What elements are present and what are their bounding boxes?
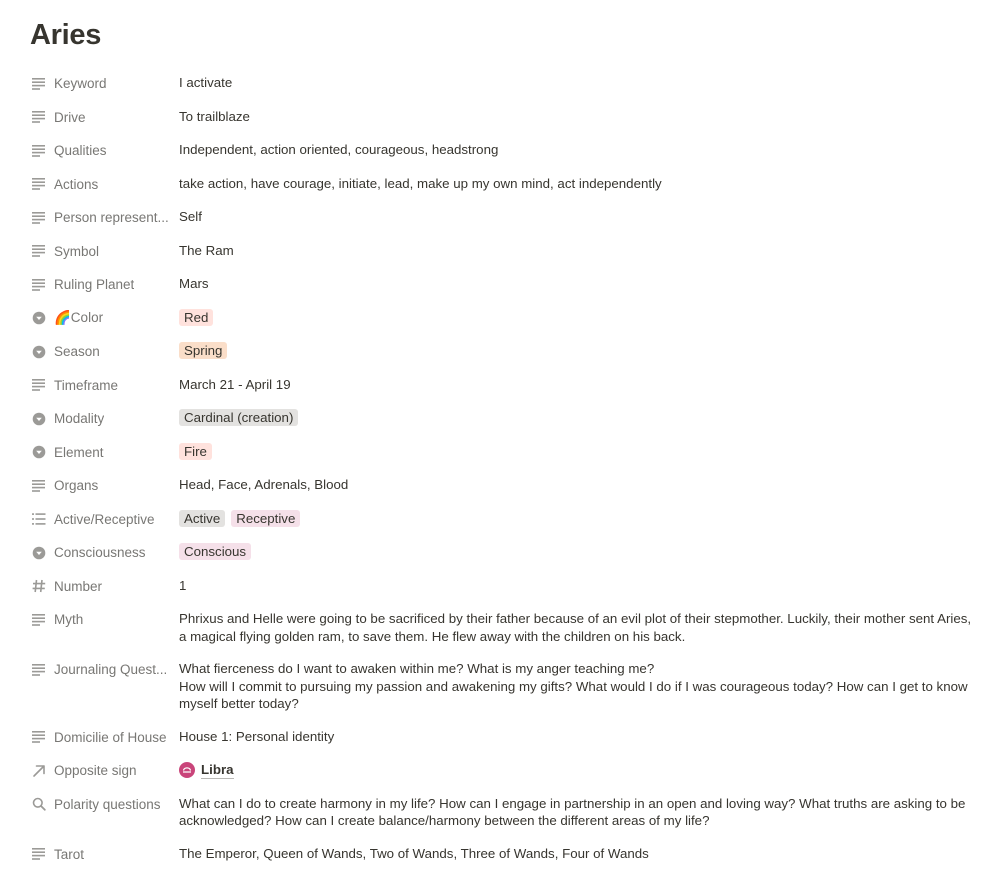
property-value[interactable] (179, 838, 1005, 871)
property-key[interactable] (30, 436, 179, 470)
property-row-journaling-quest (30, 653, 1005, 721)
property-key[interactable] (30, 754, 179, 788)
property-value[interactable] (179, 754, 1005, 787)
property-label: Ruling Planet (54, 277, 135, 293)
property-row-consciousness (30, 536, 1005, 570)
property-label: Keyword (54, 76, 107, 92)
text-icon (31, 846, 47, 862)
property-key[interactable] (30, 721, 179, 755)
arrow-up-right-icon (31, 763, 47, 779)
property-row-qualities (30, 134, 1005, 168)
property-value[interactable] (179, 503, 1005, 536)
property-row-season (30, 335, 1005, 369)
property-row-drive (30, 101, 1005, 135)
select-icon (31, 310, 47, 326)
number-icon (31, 578, 47, 594)
property-value-text: Head, Face, Adrenals, Blood (179, 477, 349, 492)
property-row-tarot (30, 838, 1005, 872)
property-value-text: take action, have courage, initiate, lead, make up my own mind, act independently (179, 175, 662, 191)
property-key[interactable] (30, 335, 179, 369)
text-icon (31, 243, 47, 259)
select-icon (31, 444, 47, 460)
property-value[interactable] (179, 788, 1005, 838)
property-label: Journaling Quest... (54, 662, 168, 678)
property-value-line: Phrixus and Helle were going to be sacrificed by their father because of an evil plot of their stepmother. Luckily, their mother sent Aries, a magical flying golden ram, to save them. He flew away with the children on his back. (179, 611, 972, 644)
multi-select-icon (31, 511, 47, 527)
property-value[interactable] (179, 536, 1005, 569)
property-key[interactable] (30, 101, 179, 135)
property-key[interactable] (30, 838, 179, 872)
property-value[interactable] (179, 570, 1005, 603)
text-icon (31, 478, 47, 494)
property-value-line: What can I do to create harmony in my life? How can I engage in partnership in an open and loving way? What truths are asking to be acknowledged? How can I create balance/harmony between the different areas of my life? (179, 795, 966, 828)
property-row-number (30, 570, 1005, 604)
property-row-active-receptive (30, 503, 1005, 537)
property-value[interactable] (179, 235, 1005, 268)
property-value[interactable] (179, 67, 1005, 100)
property-label: Domicilie of House (54, 729, 167, 745)
tag-active[interactable]: Active (179, 510, 225, 527)
search-icon (31, 796, 47, 812)
text-icon (31, 176, 47, 192)
select-icon (31, 545, 47, 561)
tag-conscious[interactable]: Conscious (179, 543, 251, 560)
property-value-text: Self (179, 209, 202, 224)
property-value-text: Mars (179, 276, 209, 291)
property-value-text: To trailblaze (179, 108, 250, 124)
property-row-color (30, 302, 1005, 336)
property-key[interactable] (30, 570, 179, 604)
property-value[interactable] (179, 469, 1005, 502)
property-label: Qualities (54, 143, 107, 159)
property-value[interactable] (179, 168, 1005, 201)
property-label: Actions (54, 176, 99, 192)
property-label: Season (54, 344, 100, 360)
property-key[interactable] (30, 402, 179, 436)
text-icon (31, 76, 47, 92)
property-label: Drive (54, 109, 86, 125)
property-key[interactable] (30, 201, 179, 235)
property-key[interactable] (30, 536, 179, 570)
property-value-text: 1 (179, 577, 187, 593)
property-label: Number (54, 578, 103, 594)
property-key[interactable] (30, 788, 179, 822)
tag-receptive[interactable]: Receptive (231, 510, 300, 527)
property-value[interactable] (179, 402, 1005, 435)
property-label: 🌈Color (54, 310, 104, 326)
property-value[interactable] (179, 653, 1005, 721)
property-key[interactable] (30, 469, 179, 503)
property-value-text: The Emperor, Queen of Wands, Two of Wands, Three of Wands, Four of Wands (179, 845, 649, 861)
property-row-ruling-planet (30, 268, 1005, 302)
property-value-text: Independent, action oriented, courageous, headstrong (179, 142, 499, 157)
property-row-symbol (30, 235, 1005, 269)
property-row-domicilie-of-house (30, 721, 1005, 755)
property-label: Element (54, 444, 104, 460)
property-value-text: The Ram (179, 242, 234, 258)
property-label: Tarot (54, 846, 85, 862)
property-key[interactable] (30, 369, 179, 403)
text-icon (31, 377, 47, 393)
text-icon (31, 109, 47, 125)
text-icon (31, 612, 47, 628)
property-label: Person represent... (54, 210, 169, 226)
property-row-element (30, 436, 1005, 470)
select-icon (31, 344, 47, 360)
property-value[interactable] (179, 436, 1005, 469)
property-label: Myth (54, 612, 84, 628)
property-value[interactable] (179, 603, 1005, 653)
property-key[interactable] (30, 603, 179, 637)
property-value-text: I activate (179, 75, 233, 90)
property-key[interactable] (30, 653, 179, 687)
property-row-person-represent (30, 201, 1005, 235)
select-icon (31, 411, 47, 427)
property-row-myth (30, 603, 1005, 653)
property-row-polarity-questions (30, 788, 1005, 838)
property-key[interactable] (30, 302, 179, 336)
property-row-opposite-sign (30, 754, 1005, 788)
property-row-keyword (30, 67, 1005, 101)
property-label: Symbol (54, 243, 100, 259)
tag-red[interactable]: Red (179, 309, 213, 326)
text-icon (31, 662, 47, 678)
property-value[interactable] (179, 369, 1005, 402)
property-value[interactable] (179, 302, 1005, 335)
property-key[interactable] (30, 503, 179, 537)
property-value-text: House 1: Personal identity (179, 728, 335, 744)
property-label: Polarity questions (54, 796, 161, 812)
property-key[interactable] (30, 235, 179, 269)
property-row-organs (30, 469, 1005, 503)
property-key[interactable] (30, 168, 179, 202)
property-key[interactable] (30, 67, 179, 101)
tag-spring[interactable]: Spring (179, 342, 227, 359)
property-row-modality (30, 402, 1005, 436)
properties-list (30, 67, 1005, 871)
property-value[interactable] (179, 335, 1005, 368)
property-value[interactable] (179, 721, 1005, 754)
property-value-line: How will I commit to pursuing my passion and awakening my gifts? What would I do if I was courageous today? How can I get to know myself better today? (179, 678, 968, 711)
text-icon (31, 729, 47, 745)
libra-icon (179, 762, 195, 778)
property-label: Modality (54, 411, 105, 427)
page-title[interactable]: Aries (30, 19, 102, 51)
relation-link[interactable] (179, 762, 234, 779)
property-key[interactable] (30, 134, 179, 168)
property-label: Organs (54, 478, 99, 494)
relation-label: Libra (201, 761, 234, 777)
text-icon (31, 143, 47, 159)
property-label: Opposite sign (54, 763, 137, 779)
tag-fire[interactable]: Fire (179, 443, 212, 460)
property-value[interactable] (179, 134, 1005, 167)
property-label: Consciousness (54, 545, 146, 561)
property-value[interactable] (179, 201, 1005, 234)
property-value[interactable] (179, 101, 1005, 134)
property-label: Timeframe (54, 377, 119, 393)
property-key[interactable] (30, 268, 179, 302)
property-value-line: What fierceness do I want to awaken within me? What is my anger teaching me? (179, 661, 655, 676)
property-row-actions (30, 168, 1005, 202)
property-value[interactable] (179, 268, 1005, 301)
tag-cardinal-creation[interactable]: Cardinal (creation) (179, 409, 298, 426)
property-label: Active/Receptive (54, 511, 155, 527)
text-icon (31, 210, 47, 226)
property-value-text: March 21 - April 19 (179, 376, 291, 392)
text-icon (31, 277, 47, 293)
property-row-timeframe (30, 369, 1005, 403)
